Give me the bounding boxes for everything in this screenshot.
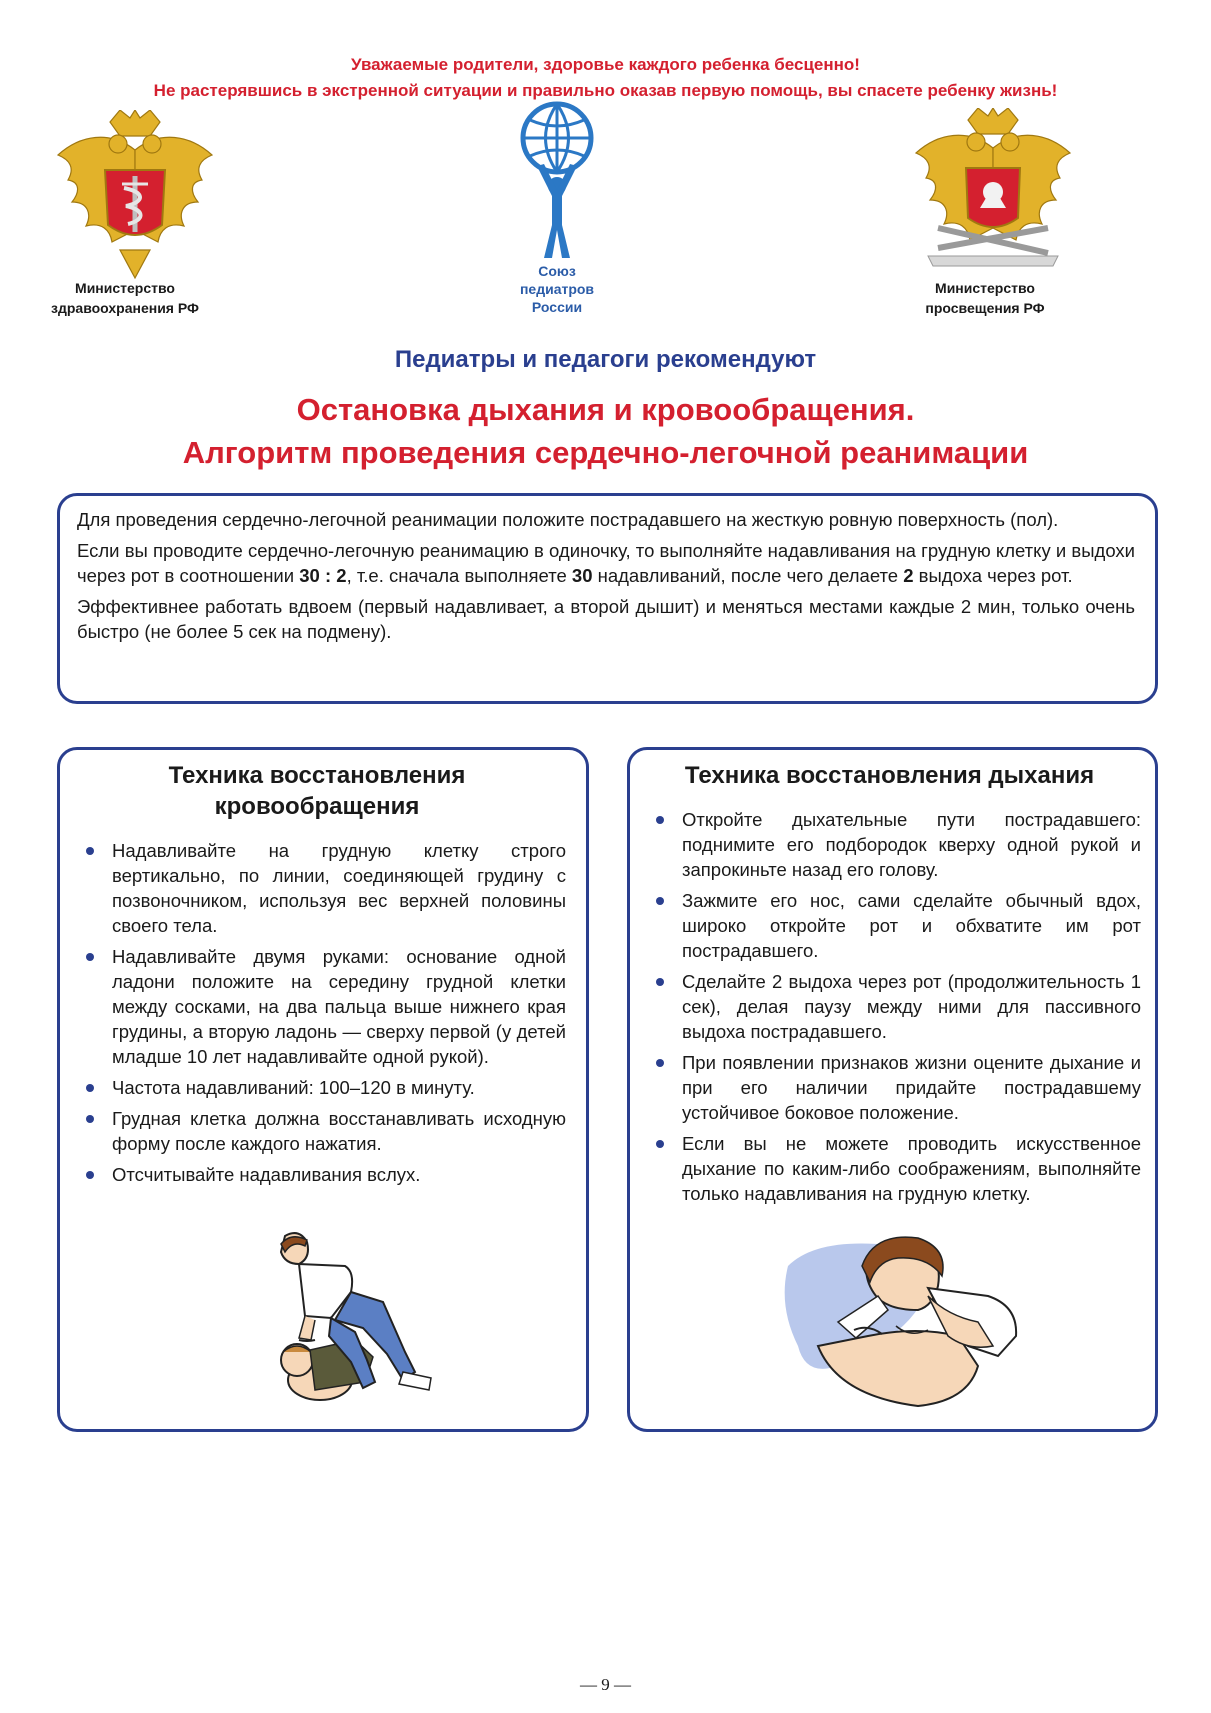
intro-box bbox=[57, 493, 1158, 704]
header-line-2: Не растерявшись в экстренной ситуации и правильно оказав первую помощь, вы спасете ребенку жизнь! bbox=[153, 81, 1058, 100]
circulation-list bbox=[68, 838, 566, 1187]
pediatricians-union-logo bbox=[512, 100, 602, 265]
breathing-list bbox=[638, 807, 1141, 1206]
intro-paragraph-3: Эффективнее работать вдвоем (первый надавливает, а второй дышит) и меняться местами каждые 2 мин, только очень быстро (не более 5 сек на подмену). bbox=[77, 596, 1135, 642]
intro-paragraph-1: Для проведения сердечно-легочной реанимации положите пострадавшего на жесткую ровную поверхность (пол). bbox=[77, 509, 1059, 530]
list-item: Зажмите его нос, сами сделайте обычный вдох, широко откройте рот и обхватите им рот пострадавшего. bbox=[638, 888, 1141, 963]
list-item: При появлении признаков жизни оцените дыхание и при его наличии придайте пострадавшему устойчивое боковое положение. bbox=[638, 1050, 1141, 1125]
ministry-health-caption: Министерство здравоохранения РФ bbox=[51, 280, 199, 316]
intro-paragraph-2: Если вы проводите сердечно-легочную реанимацию в одиночку, то выполняйте надавливания на грудную клетку и выдохи через рот в соотношении 30 : 2, т.е. сначала выполняете 30 надавливаний, после чего делаете 2 выдоха через рот. bbox=[77, 540, 1135, 586]
list-item: Отсчитывайте надавливания вслух. bbox=[68, 1162, 566, 1187]
list-item: Грудная клетка должна восстанавливать исходную форму после каждого нажатия. bbox=[68, 1106, 566, 1156]
breathing-title: Техника восстановления дыхания bbox=[684, 762, 1095, 789]
pediatricians-union-caption: Союз педиатров России bbox=[519, 263, 595, 315]
recommend-subtitle: Педиатры и педагоги рекомендуют bbox=[394, 346, 817, 373]
chest-compressions-illustration bbox=[255, 1232, 435, 1404]
list-item: Сделайте 2 выдоха через рот (продолжительность 1 сек), делая паузу между ними для пассивного выдоха пострадавшего. bbox=[638, 969, 1141, 1044]
header-line-1: Уважаемые родители, здоровье каждого ребенка бесценно! bbox=[351, 55, 860, 74]
list-item: Надавливайте двумя руками: основание одной ладони положите на середину грудной клетки между сосками, на два пальца выше нижнего края грудины, а вторую ладонь — сверху первой (у детей младше 10 лет надавливайте одной рукой). bbox=[68, 944, 566, 1069]
page-number: — 9 — bbox=[580, 1675, 631, 1694]
list-item: Частота надавливаний: 100–120 в минуту. bbox=[68, 1075, 566, 1100]
rescue-breathing-illustration bbox=[778, 1226, 1026, 1412]
list-item: Откройте дыхательные пути пострадавшего: поднимите его подбородок кверху одной рукой и запрокиньте назад его голову. bbox=[638, 807, 1141, 882]
list-item: Надавливайте на грудную клетку строго вертикально, по линии, соединяющей грудину с позвоночником, используя вес верхней половины своего тела. bbox=[68, 838, 566, 938]
list-item: Если вы не можете проводить искусственное дыхание по каким-либо соображениям, выполняйте только надавливания на грудную клетку. bbox=[638, 1131, 1141, 1206]
circulation-title: Техника восстановления кровообращения bbox=[168, 762, 466, 820]
main-title-line-1: Остановка дыхания и кровообращения. bbox=[296, 392, 915, 427]
ministry-education-emblem bbox=[908, 108, 1078, 278]
ministry-education-caption: Министерство просвещения РФ bbox=[925, 280, 1045, 316]
main-title-line-2: Алгоритм проведения сердечно-легочной реанимации bbox=[182, 435, 1029, 470]
ministry-health-emblem bbox=[50, 110, 220, 280]
